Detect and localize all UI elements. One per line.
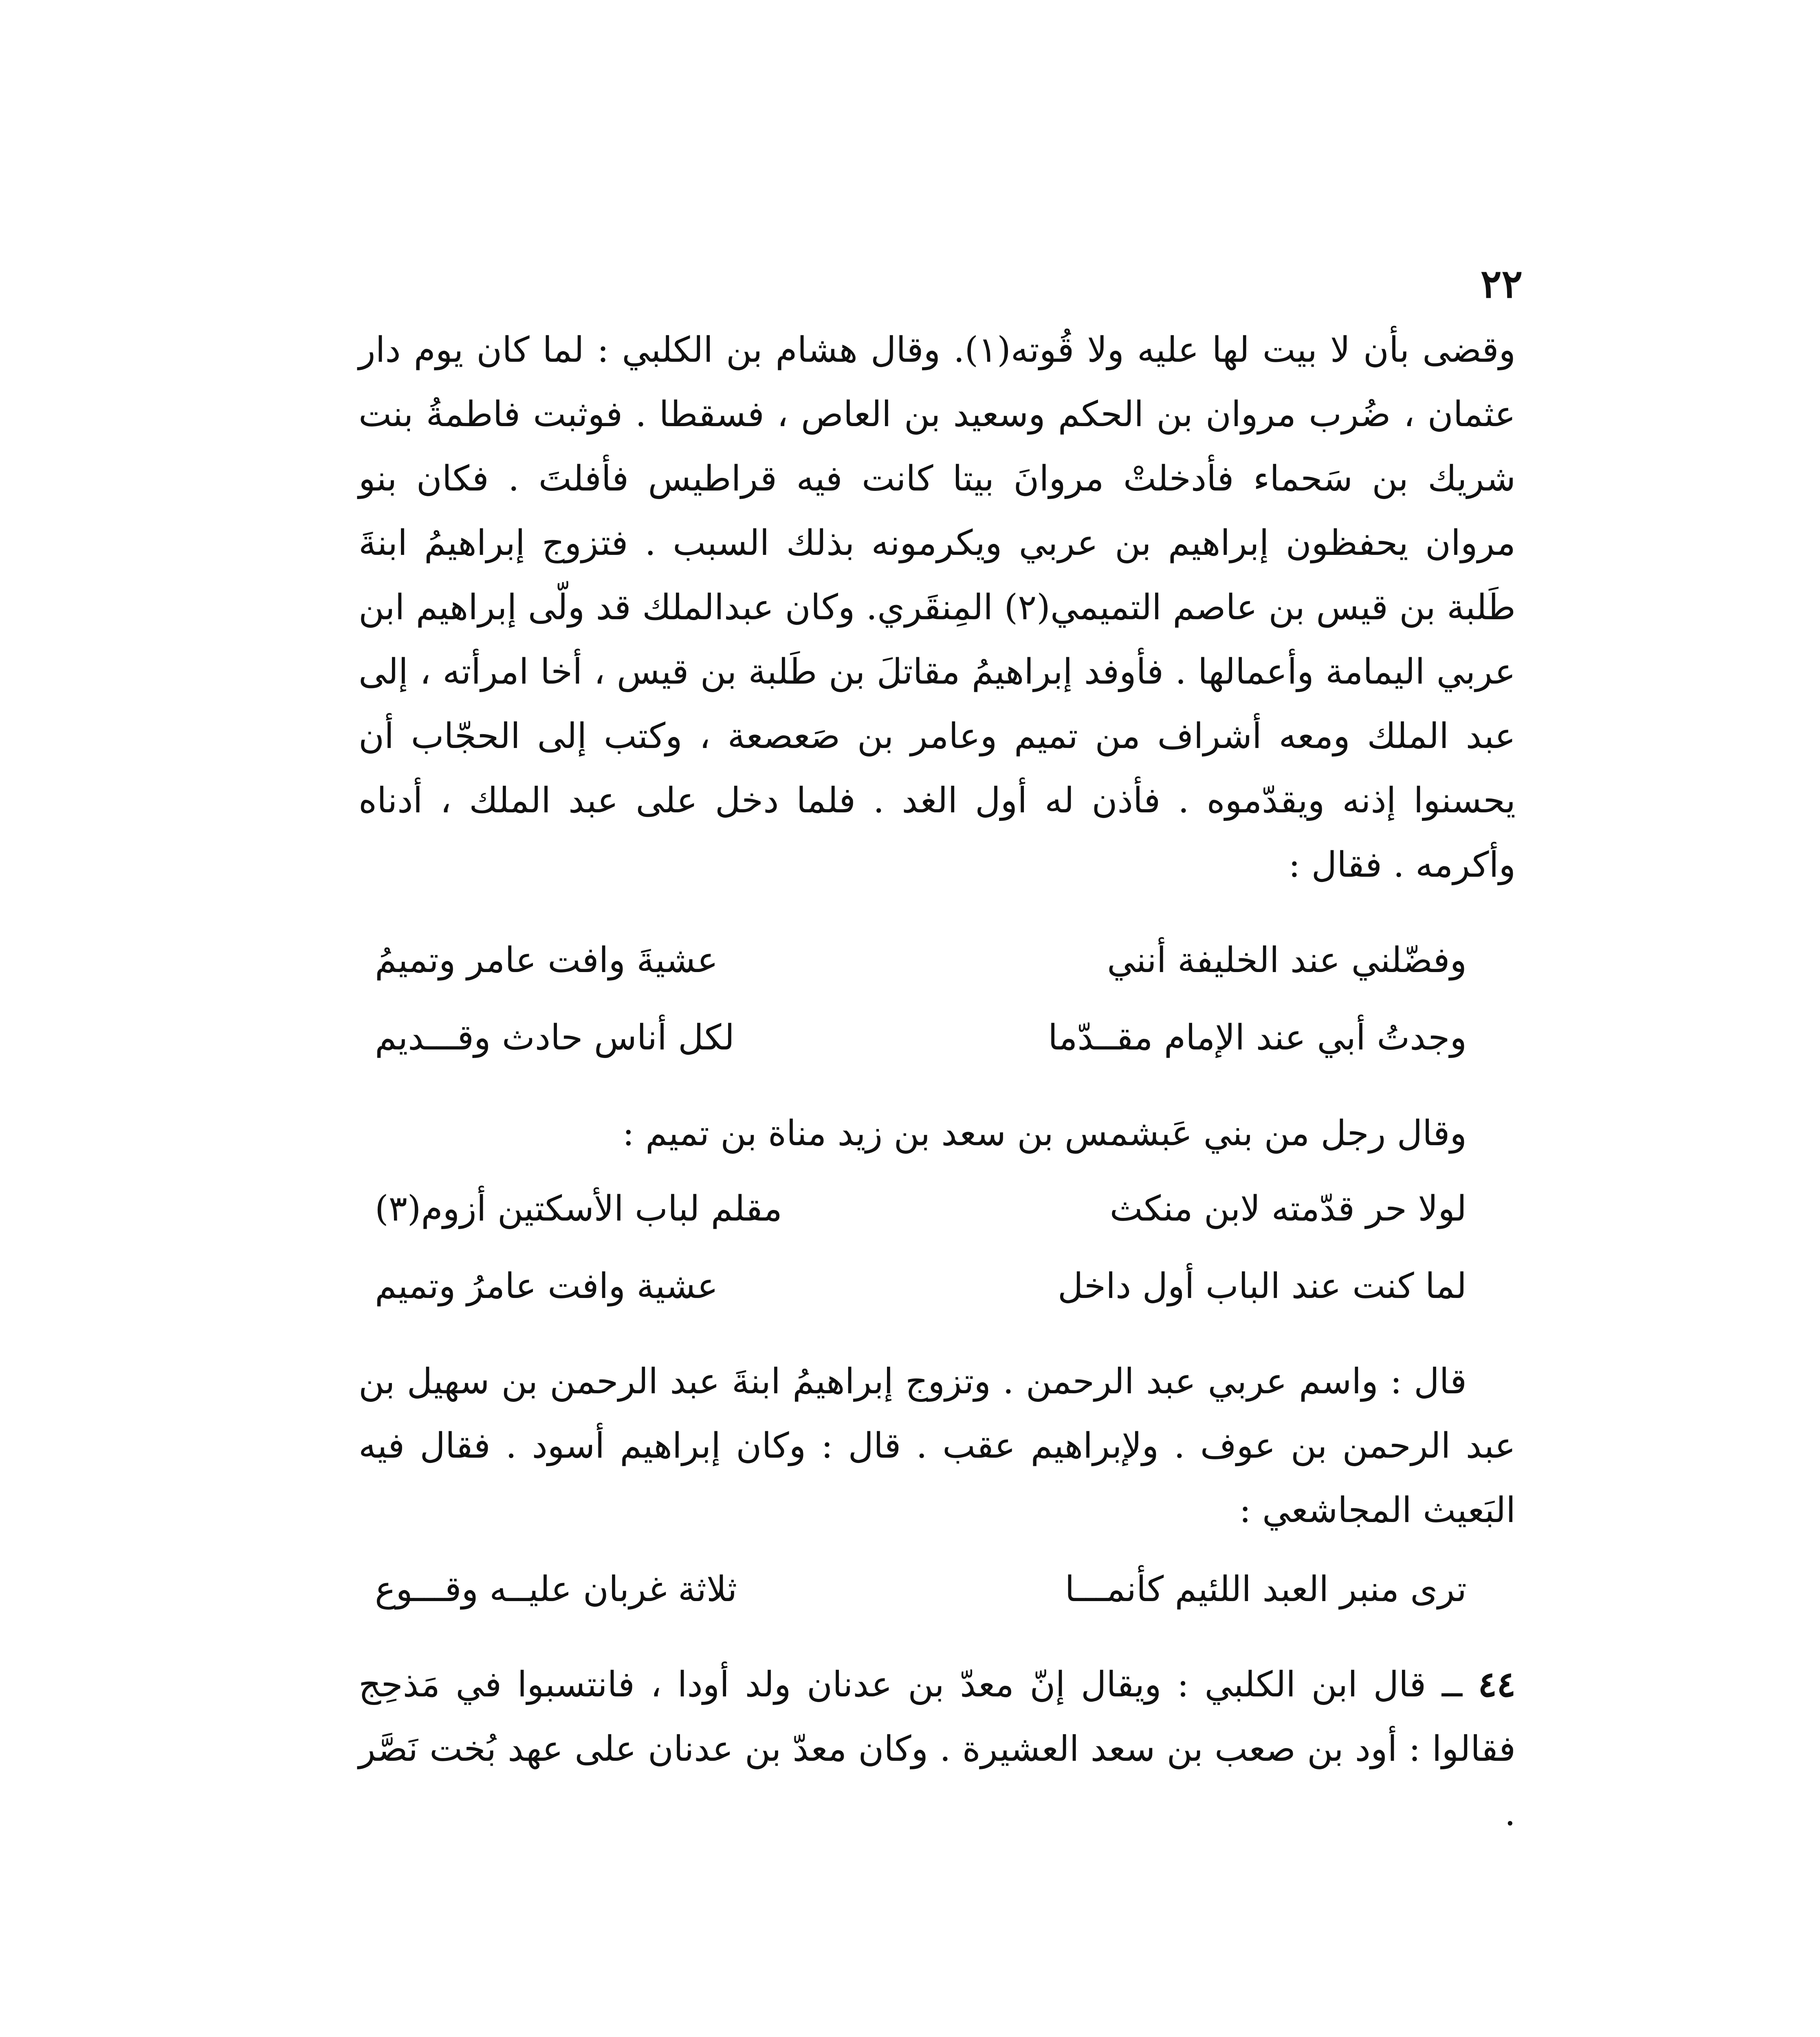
- verse-first-hemistich: وجدتُ أبي عند الإمام مقــدّما: [1048, 1017, 1467, 1058]
- verse-second-hemistich: مقلم لباب الأسكتين أزوم(٣): [375, 1188, 782, 1229]
- page-number: ٢٢: [1480, 261, 1523, 307]
- paragraph-1: وقضى بأن لا بيت لها عليه ولا قُوته(١). وقال هشام بن الكلبي : لما كان يوم دار عثمان ، ضُرب مروان بن الحكم وسعيد بن العاص ، فسقطا . فوثبت فاطمةُ بنت شريك بن سَحماء فأدخلتْ مروانَ بيتا كانت فيه قراطيس فأفلتَ . فكان بنو مروان يحفظون إبراهيم بن عربي ويكرمونه بذلك السبب . فتزوج إبراهيمُ ابنةَ طَلبة بن قيس بن عاصم التميمي(٢) المِنقَري. وكان عبدالملك قد ولّى إبراهيم ابن عربي اليمامة وأعمالها . فأوفد إبراهيمُ مقاتلَ بن طَلبة بن قيس ، أخا امرأته ، إلى عبد الملك ومعه أشراف من تميم وعامر بن صَعصعة ، وكتب إلى الحجّاب أن يحسنوا إذنه ويقدّموه . فأذن له أول الغد . فلما دخل على عبد الملك ، أدناه وأكرمه . فقال :: [359, 330, 1516, 885]
- verse-line: [375, 922, 1467, 999]
- verse-group-1: [359, 922, 1516, 1076]
- verse-first-hemistich: وفضّلني عند الخليفة أنني: [1107, 940, 1467, 981]
- verse-second-hemistich: ثلاثة غربان عليــه وقـــوع: [375, 1569, 737, 1610]
- verse-second-hemistich: عشيةَ وافت عامر وتميمُ: [375, 940, 718, 981]
- verse-first-hemistich: لما كنت عند الباب أول داخل: [1057, 1266, 1467, 1307]
- verse-line: [375, 1170, 1467, 1247]
- verse-first-hemistich: ترى منبر العبد اللئيم كأنمـــا: [1065, 1569, 1467, 1610]
- paragraph-2-intro: وقال رجل من بني عَبشمس بن سعد بن زيد مناة بن تميم :: [622, 1113, 1467, 1154]
- verse-line: [375, 1247, 1467, 1325]
- paragraph-4-text: ــ قال ابن الكلبي : ويقال إنّ معدّ بن عدنان ولد أودا ، فانتسبوا في مَذحِج فقالوا : أود بن صعب بن سعد العشيرة . وكان معدّ بن عدنان على عهد بُخت نَصَّر .: [359, 1664, 1516, 1834]
- verse-line: [375, 999, 1467, 1076]
- section-number: ٤٤: [1478, 1664, 1516, 1705]
- verse-second-hemistich: لكل أناس حادث وقـــديم: [375, 1017, 735, 1058]
- verse-group-2: [359, 1170, 1516, 1325]
- verse-group-3: [359, 1551, 1516, 1628]
- verse-second-hemistich: عشية وافت عامرُ وتميم: [375, 1266, 718, 1307]
- paragraph-4: [359, 1652, 1516, 1846]
- main-text: [359, 318, 1516, 1846]
- verse-first-hemistich: لولا حر قدّمته لابن منكث: [1109, 1188, 1467, 1229]
- paragraph-3: قال : واسم عربي عبد الرحمن . وتزوج إبراهيمُ ابنةَ عبد الرحمن بن سهيل بن عبد الرحمن بن عوف . ولإبراهيم عقب . قال : وكان إبراهيم أسود . فقال فيه البَعيث المجاشعي :: [359, 1361, 1516, 1531]
- verse-line: [375, 1551, 1467, 1628]
